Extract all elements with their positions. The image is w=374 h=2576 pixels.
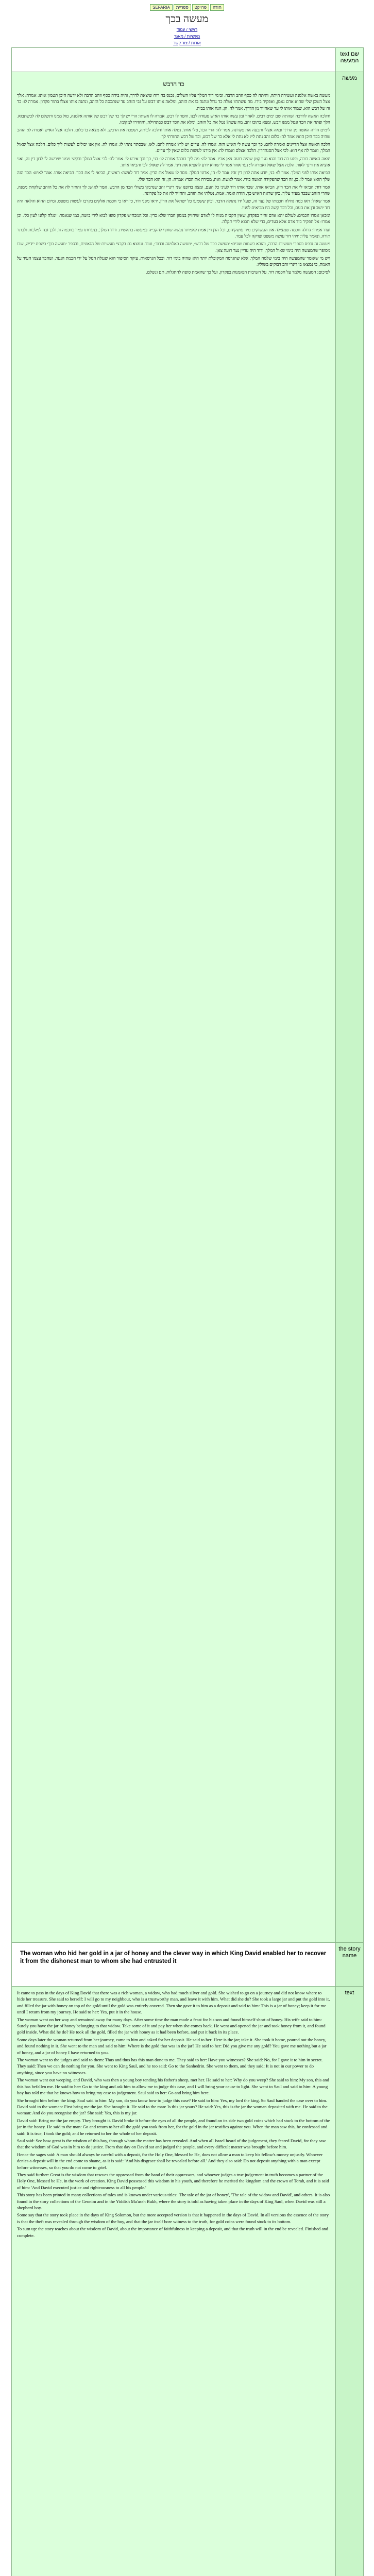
hebrew-paragraph: הביאה אותו לפני המלך. אמר לו: בני, יודע אתה לדון דין זה? אמר לו: הן, אדוני המלך. מסר לו שאול את הדין. אמר דוד לאשה: ראשית, הביאי לי את הכד. הביאה אותו. אמר לאיש: הכד הזה שלך הוא? אמר לו: כן, זה הכד שהפקידה האשה בידי. אמר לאשה: ואת, מכירה את הכד? אמרה: הן, זה הוא הכד שלי. bbox=[17, 170, 330, 182]
hebrew-text bbox=[17, 92, 330, 276]
link-home[interactable]: ראשי / עמוד bbox=[176, 27, 198, 32]
title-row bbox=[12, 48, 363, 72]
english-title-row bbox=[12, 1943, 363, 1987]
hebrew-paragraph: לימים חזרה האשה מן הדרך ובאה אצלו ותבעה את פקדונה. אמר לה: הרי הכד, טלי אותו. נטלה אותו והלכה לביתה, ושפכה את הדבש, ולא מצאה בו כלום. הלכה אצל האיש ואמרה לו: הזהב שהיה בכד היכן הוא? אמר לה: כלום זהב נתת לי? לא נתת לי אלא כד של דבש, וכד של דבש החזרתי לך. bbox=[17, 127, 330, 139]
hebrew-paragraph: ומכאן אמרו חכמים: לעולם יהא אדם זהיר בפקדון, שאין הקב״ה מניח לו לאדם שיחזיק בממון חברו שלא כדין. וכל המכחיש פקדון סופו לבוא לידי בושה, כמו שנאמר: ׳ונגלה קלונו לעין כל׳. וכן אמרו: אל תפקיד ביד אדם אלא בעדים, כדי שלא תבוא לידי תקלה. bbox=[17, 213, 330, 225]
hebrew-paragraph: אמר שאול: ראו כמה גדולה חכמתו של נער זה, שעל ידו נתגלה הדבר. וכיון ששמעו כל ישראל את הדין, יראו מפני דוד, כי ראו כי חכמת אלקים בקרבו לעשות משפט. ומיום ההוא והלאה היה דוד יושב ודן את העם, וכל דבר קשה היו מביאים לפניו. bbox=[17, 198, 330, 210]
english-paragraph: She brought him before the king. Saul said to him: My son, do you know how to judge this case? He said to him: Yes, my lord the king. So Saul handed the case over to him. David said to the woman: First bring me the jar. She brought it. He said to the man: Is this jar yours? He said: Yes, this is the jar the woman deposited with me. He said to the woman: And do you recognise the jar? She said: Yes, this is my jar. bbox=[17, 2097, 328, 2116]
english-paragraph: Saul said: See how great is the wisdom of this boy, through whom the matter has been revealed. And when all Israel heard of the judgement, they feared David, for they saw that the wisdom of God was in him to do justice. From that day on David sat and judged the people, and every difficult matter was brought before him. bbox=[17, 2138, 326, 2150]
link-index[interactable]: מעשיות / מאגר bbox=[174, 34, 200, 39]
side-label-text: text bbox=[335, 1987, 363, 2576]
nav-item-4[interactable]: חזרה bbox=[210, 4, 224, 11]
hebrew-paragraph: הלכה האשה אצל הדיינים ואמרה להם: כך וכך עשה לי האיש הזה. אמרו לה: עדים יש לך? אמרה להם: לאו, שבסתר נתתי לו. אמרו לה: אין אנו יכולים לעשות ליך כלום. הלכה אצל שאול המלך, ואמר לה אף הוא: לכי אצל הסנהדרין. הלכה אצלם ואמרו לה: אין בידנו לעשות כלום שאין לך עדים. bbox=[17, 142, 330, 154]
title-cell bbox=[12, 48, 335, 72]
english-title: The woman who hid her gold in a jar of honey and the clever way in which King David enabled her to recover it from the dishonest man to whom she had entrusted it bbox=[20, 1951, 327, 1964]
hebrew-paragraph: יצאה האשה בוכה, ופגע בה דוד והוא נער קטן שהיה רועה צאן אביו. אמר לה: מה ליך בוכה? אמרה לו: בני, כך וכך אירע לי. אמר לה: לכי אצל המלך ובקשי ממנו שירשה לי לדון דין זה, ואני אוציא את דינך לאור. הלכה אצל שאול ואמרה לו: נער אחד אמר לי שהוא יודע להוציא את דיני. אמר לה שאול: לכי והביאי אותו. bbox=[17, 156, 330, 167]
english-paragraph: It came to pass in the days of King David that there was a rich woman, a widow, who had much silver and gold. She wished to go on a journey and did not know where to hide her treasure. She said to herself: I will go to my neighbour, who is a trustworthy man, and leave it with him. What did she do? She took a large jar and put the gold into it, and filled the jar with honey on top of the gold until the gold was entirely covered. Then she gave it to him as a deposit and said to him: This is a jar of honey; keep it for me until I return from my journey. He said to her: Yes, put it in the house. bbox=[17, 1990, 330, 2015]
side-label-hebrew: מעשה bbox=[335, 72, 363, 1942]
story-table bbox=[11, 47, 364, 2576]
link-about[interactable]: אודות / צור קשר bbox=[173, 41, 201, 45]
english-cell bbox=[12, 1987, 335, 2576]
english-paragraph: They said further: Great is the wisdom that rescues the oppressed from the hand of their oppressors, and whoever judges a true judgement in truth becomes a partner of the Holy One, blessed be He, in the work of creation. King David possessed this wisdom in his youth, and therefore he merited the kingdom and the crown of Torah, and it is said of him: 'And David executed justice and righteousness to all his people.' bbox=[17, 2172, 329, 2190]
hebrew-paragraph: ועוד אמרו: גדולה חכמה שמצילה את העשוקים מיד עושקיהם, וכל הדן דין אמת לאמיתו נעשה שותף להקב״ה במעשה בראשית. ודוד המלך, בנערותו עמד בחכמה זו, ולכן זכה למלכות ולכתר תורה, ונאמר עליו: ׳ויהי דוד עושה משפט וצדקה לכל עמו׳. bbox=[17, 227, 330, 239]
hebrew-row bbox=[12, 72, 363, 1943]
page-title: מעשה בכך bbox=[165, 13, 209, 25]
hebrew-cell bbox=[12, 72, 335, 1942]
hebrew-paragraph: לסיכום: המעשה מלמד על חכמת דוד, על חשיבות הנאמנות בפקדון, ועל כך שהאמת סופה להתגלות. תם ונשלם. bbox=[146, 269, 330, 275]
english-paragraph: Some say that the story took place in the days of King Solomon, but the more accepted version is that it happened in the days of David. In all versions the essence of the story is that the theft was revealed through the wisdom of the boy, and that the jar itself bore witness to the truth, for gold coins were found stuck to its bottom. bbox=[17, 2212, 329, 2224]
english-paragraph: The woman went on her way and remained away for many days. After some time the man made a feast for his son and found himself short of honey. His wife said to him: Surely you have the jar of honey belonging to that widow. Take some of it and pay her when she comes back. He went and opened the jar and took honey from it, and found gold inside. What did he do? He took all the gold, filled the jar with honey as it had been before, and put it back in its place. bbox=[17, 2016, 326, 2035]
side-label-title: text שם המעשה bbox=[335, 48, 363, 72]
nav-item-3[interactable]: פרויקט bbox=[192, 4, 209, 11]
english-text bbox=[17, 1990, 330, 2239]
side-label-story: the story name bbox=[335, 1943, 363, 1986]
english-paragraph: To sum up: the story teaches about the wisdom of David, about the importance of faithfulness in keeping a deposit, and that the truth will in the end be revealed. Finished and complete. bbox=[17, 2226, 328, 2238]
english-row bbox=[12, 1987, 363, 2576]
hebrew-paragraph: אמר דוד: הביאו לי את הכד ריק. הביאו אותו. שבר אותו דוד לעיני כל העם, ומצא בדופנו שני דינרי זהב שנדבקו בשולי הכד מן הדבש. אמר לאיש: לך והחזר לה את כל הזהב שלקחת ממנה, שהרי הזהב שבכד מעיד עליך. כיון שראה האיש כך, הודה ואמר: אמת, נטלתי את הזהב, והחזיר לה את כל פקדונה. bbox=[17, 184, 330, 196]
hebrew-paragraph: מעשה זה נדפס בספרי מעשיות הרבה, והובא בשמות שונים: ׳מעשה בכד של דבש׳, ׳מעשה באלמנה ובדוד׳, ועוד. ונמצא גם בקבצי מעשיות של הגאונים, ובספר ׳מעשה בוך׳ בשפת יידיש, שבו מסופר שהמעשה היה בימי שאול המלך, ודוד היה עדיין נער רועה צאן. bbox=[17, 241, 330, 253]
english-paragraph: This story has been printed in many collections of tales and is known under various titles: 'The tale of the jar of honey', 'The tale of the widow and David', and others. It is also found in the story collections of the Geonim and in the Yiddish Ma'aseh Bukh, where the story is told as having taken place in the days of King Saul, when David was still a shepherd boy. bbox=[17, 2192, 330, 2210]
english-paragraph: Some days later the woman returned from her journey, came to him and asked for her deposit. He said to her: Here is the jar; take it. She took it home, poured out the honey, and found nothing in it. She went to the man and said to him: Where is the gold that was in the jar? He said to her: Did you give me any gold? You gave me nothing but a jar of honey, and a jar of honey I have returned to you. bbox=[17, 2037, 327, 2055]
english-paragraph: The woman went out weeping, and David, who was then a young boy tending his father's sheep, met her. He said to her: Why do you weep? She said to him: My son, this and this has befallen me. He said to her: Go to the king and ask him to allow me to judge this case, and I will bring your cause to light. She went to Saul and said to him: A young boy has told me that he knows how to bring my case to judgement. Saul said to her: Go and bring him here. bbox=[17, 2077, 329, 2096]
top-nav bbox=[149, 4, 225, 11]
nav-item-2[interactable]: ספריית bbox=[174, 4, 191, 11]
top-bar bbox=[0, 0, 374, 53]
hebrew-paragraph: ויש מי שאומר שהמעשה היה בימי שלמה המלך, אלא שהגרסה המקובלת יותר היא שהיה בימי דוד. ובכל הגרסאות, עיקר הסיפור הוא שנגלה הגזל על ידי חכמת הנער, ושהכד עצמו העיד על האמת, כי נמצאו בו דינרי זהב דבוקים בשוליו. bbox=[17, 255, 330, 267]
hebrew-paragraph: מעשה באשה אלמנה ועשירה היתה, והיתה לה כסף וזהב הרבה. ובימי דוד המלך עליו השלום, נכנס בה רוח שיצאת לדרך, והיה בידה כסף וזהב הרבה ולא ידעה היכן תטמון אותו. אמרה: אלך אצל השכן שלי שהוא אדם נאמן, ואפקיד בידו. מה עשתה? נטלה כד גדול ונתנה בו את הזהב, ומלאה אותו דבש על גבי הזהב עד שנתכסה כל הזהב, ונתנה אותו אצלו בתור פקדון. אמרה לו: כד זה של דבש הוא, שמור אותו לי עד שאחזור מן הדרך. אמר לה: הן, הנח אותו בבית. bbox=[17, 93, 330, 111]
nav-item-1[interactable]: SEFARIA bbox=[150, 4, 173, 11]
hebrew-paragraph: והלכה האשה לדרכה ושהתה שם ימים רבים. לאחר זמן עשה אותו האיש סעודה לבנו, וחסר לו דבש. אמרה לו אשתו: הרי יש לך כד של דבש של אותה אלמנה, טול ממנו ותשלם לה לכשתבוא. הלך ופתח את הכד ונטל ממנו דבש, ומצא בתוכו זהב. מה עשה? נטל את כל הזהב, ומלא את הכד דבש כבתחילה, והחזירו למקומו. bbox=[17, 113, 330, 125]
english-paragraph: The woman went to the judges and said to them: Thus and thus has this man done to me. They said to her: Have you witnesses? She said: No, for I gave it to him in secret. They said: Then we can do nothing for you. She went to King Saul, and he too said: Go to the Sanhedrin. She went to them, and they said: It is not in our power to do anything, since you have no witnesses. bbox=[17, 2057, 323, 2075]
english-title-cell bbox=[12, 1943, 335, 1986]
english-paragraph: David said: Bring me the jar empty. They brought it. David broke it before the eyes of all the people, and found on its side two gold coins which had stuck to the bottom of the jar in the honey. He said to the man: Go and return to her all the gold you took from her, for the gold in the jar testifies against you. When the man saw this, he confessed and said: It is true, I took the gold; and he returned to her the whole of her deposit. bbox=[17, 2117, 330, 2136]
hebrew-heading: כד הדבש bbox=[163, 80, 184, 88]
english-paragraph: Hence the sages said: A man should always be careful with a deposit, for the Holy One, blessed be He, does not allow a man to keep his fellow's money unjustly. Whoever denies a deposit will in the end come to shame, as it is said: 'And his disgrace shall be revealed before all.' And they also said: Do not deposit anything with a man except before witnesses, so that you do not come to grief. bbox=[17, 2151, 323, 2170]
